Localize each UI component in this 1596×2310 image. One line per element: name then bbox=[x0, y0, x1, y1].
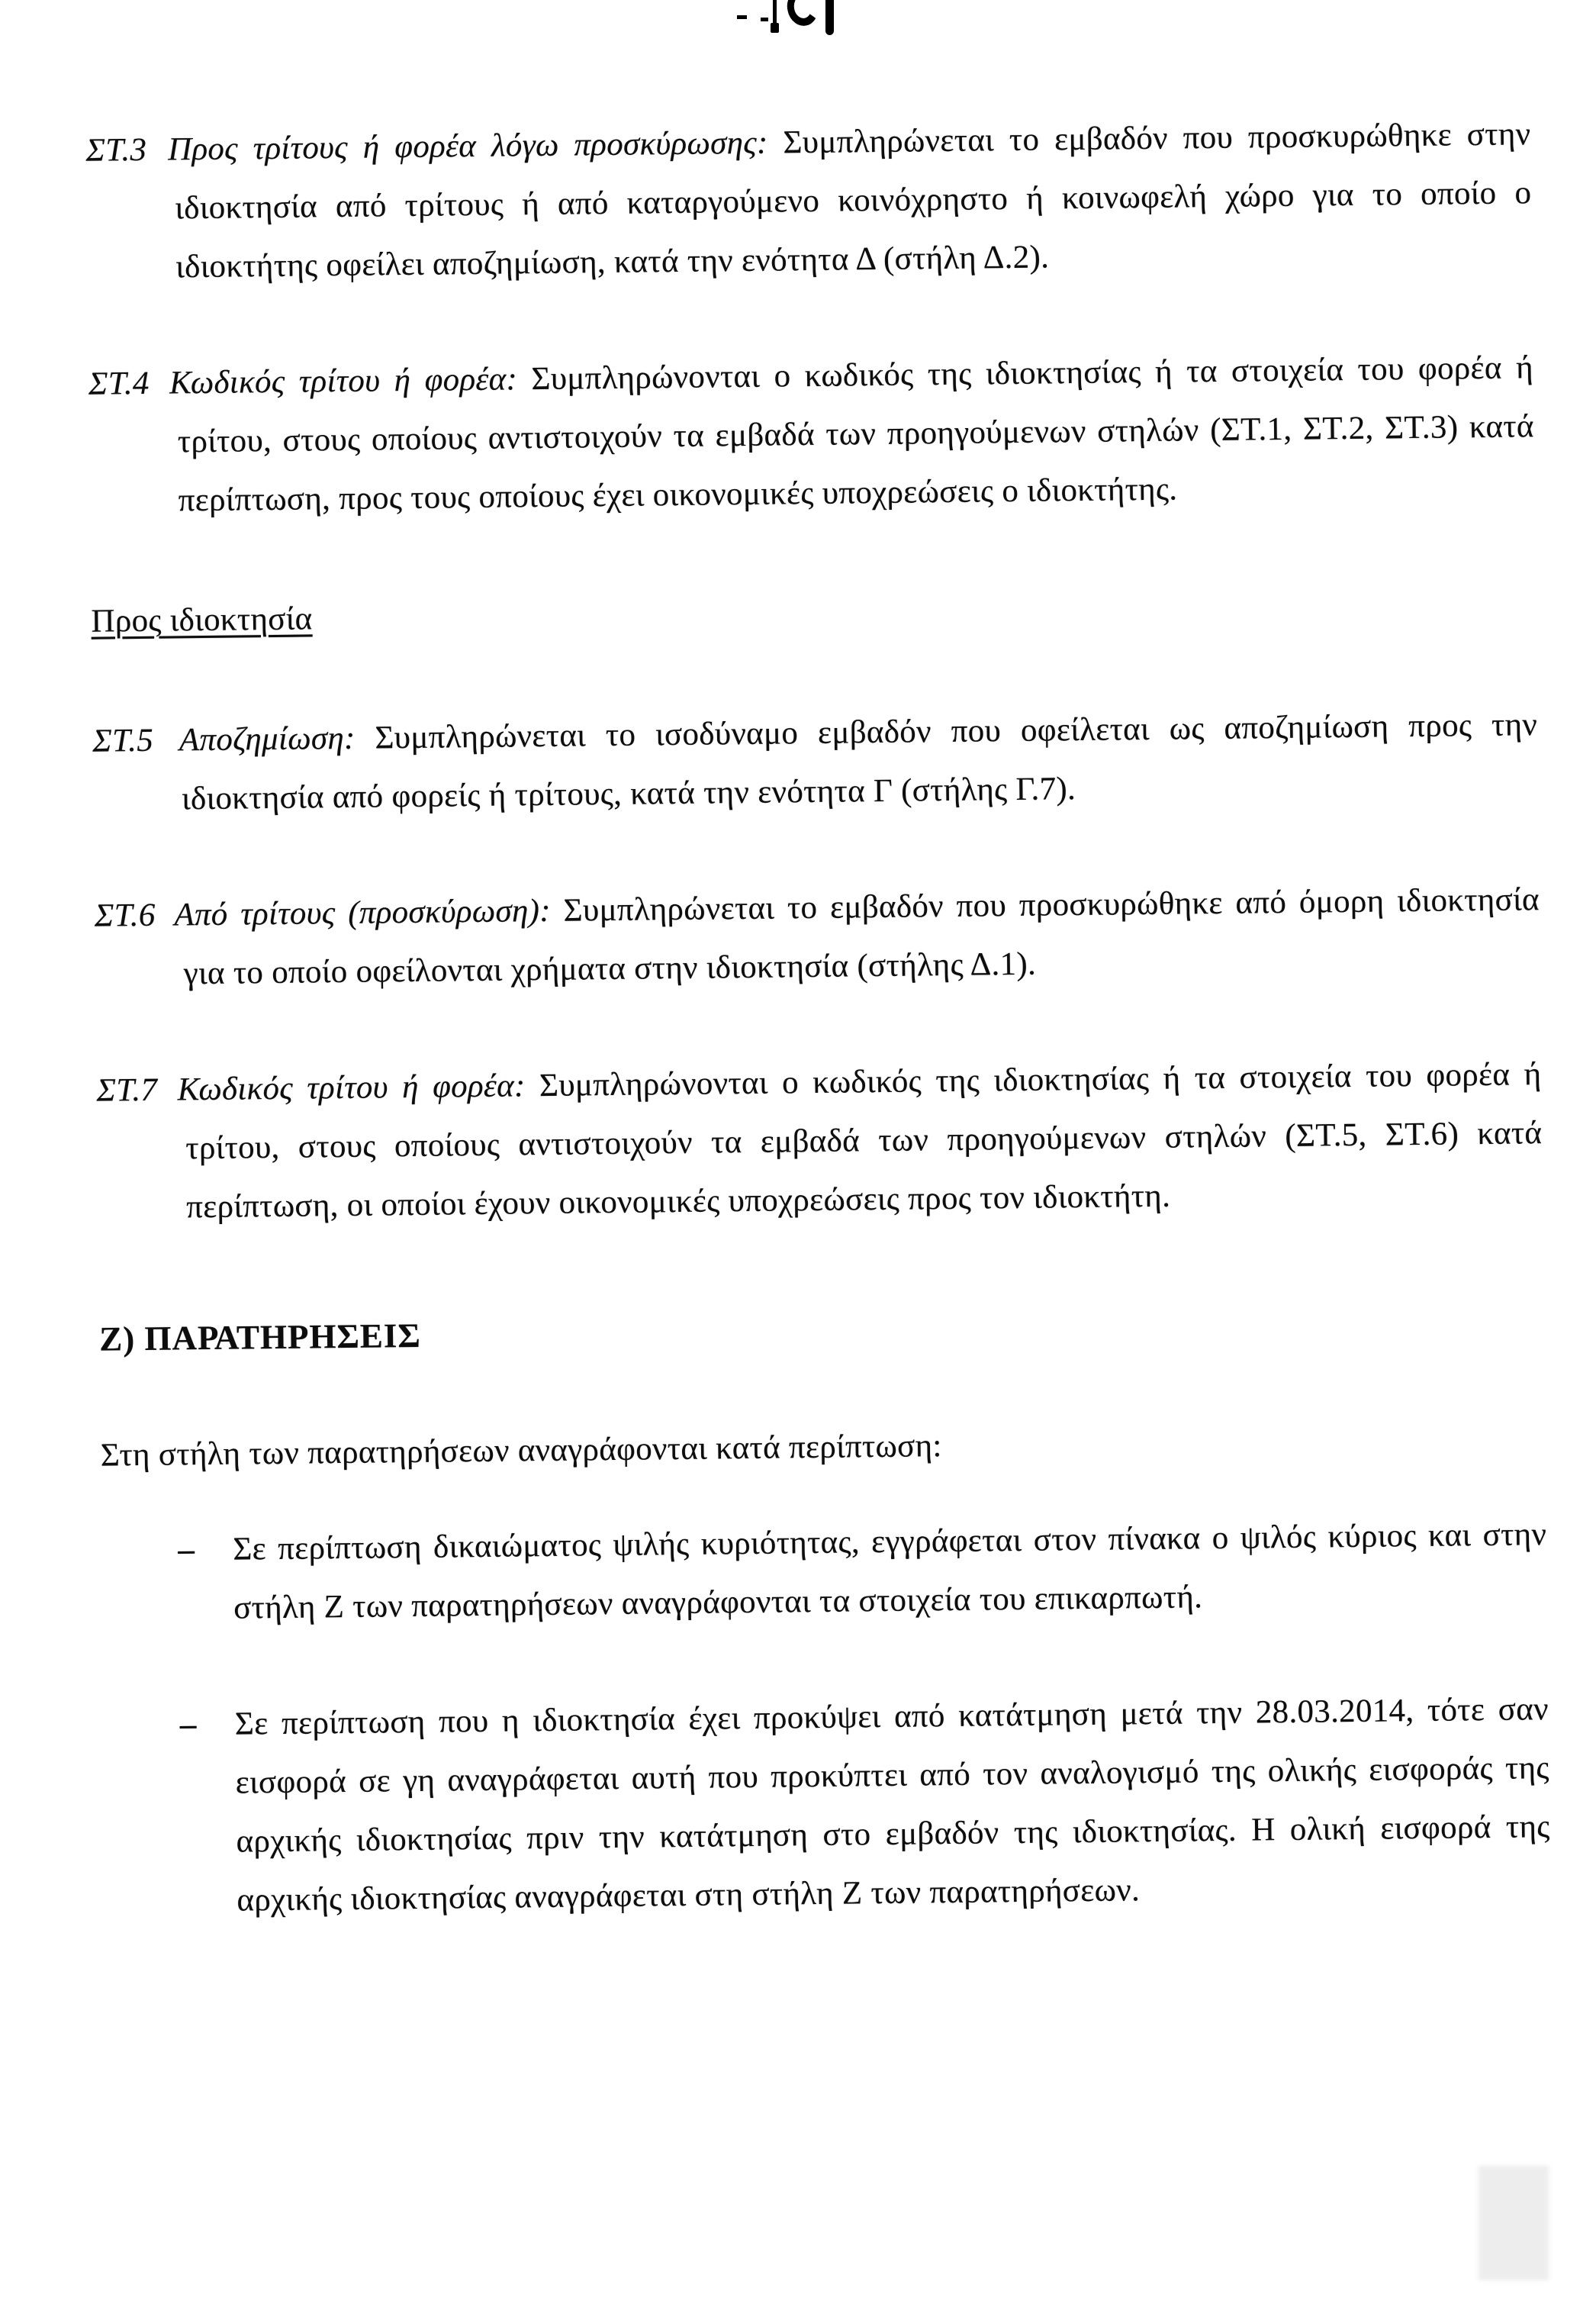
paragraph-z-intro: Στη στήλη των παρατηρήσεων αναγράφονται κατά περίπτωση: bbox=[100, 1428, 942, 1474]
paragraph-st3 bbox=[85, 105, 1532, 297]
item-term-st6: Από τρίτους (προσκύρωση): bbox=[174, 892, 552, 933]
document-body bbox=[85, 105, 1552, 1988]
scan-artifact-glyph bbox=[825, 0, 834, 35]
item-label-st3: ΣΤ.3 bbox=[85, 131, 147, 169]
paragraph-st7 bbox=[96, 1045, 1543, 1237]
scan-artifact-dash bbox=[761, 18, 768, 21]
list-item-text: Σε περίπτωση δικαιώματος ψιλής κυριότητας, εγγράφεται στον πίνακα ο ψιλός κύριος και στην στήλη Ζ των παρατηρήσεων αναγράφονται τα στοιχεία του επικαρπωτή. bbox=[233, 1516, 1547, 1626]
item-term-st5: Αποζημίωση: bbox=[179, 720, 356, 759]
scan-artifact-glyph bbox=[784, 0, 821, 29]
subsection-heading-pros-idioktisia bbox=[91, 575, 1536, 650]
item-body-st6: Συμπληρώνεται το εμβαδόν που προσκυρώθηκε από όμορη ιδιοκτησία για το οποίο οφείλονται χρήματα στην ιδιοκτησία (στήλης Δ.1). bbox=[183, 881, 1540, 992]
paragraph-st4 bbox=[88, 338, 1535, 530]
scan-artifact-glyph bbox=[771, 23, 779, 33]
dash-bullet-icon: – bbox=[178, 1532, 195, 1568]
item-body-st5: Συμπληρώνεται το ισοδύναμο εμβαδόν που οφείλεται ως αποζημίωση προς την ιδιοκτησία από φορείς ή τρίτους, κατά την ενότητα Γ (στήλης Γ.7). bbox=[181, 707, 1538, 817]
item-term-st4: Κωδικός τρίτου ή φορέα: bbox=[169, 361, 518, 401]
item-body-st7: Συμπληρώνονται ο κωδικός της ιδιοκτησίας ή τα στοιχεία του φορέα ή τρίτου, στους οποίους αντιστοιχούν τα εμβαδά των προηγούμενων στηλών (ΣΤ.5, ΣΤ.6) κατά περίπτωση, οι οποίοι έχουν οικονομικές υποχρεώσεις προς τον ιδιοκτήτη. bbox=[185, 1056, 1543, 1226]
item-label-st4: ΣΤ.4 bbox=[88, 365, 150, 402]
item-body-st3: Συμπληρώνεται το εμβαδόν που προσκυρώθηκε στην ιδιοκτησία από τρίτους ή από καταργούμενο κοινόχρηστο ή κοινωφελή χώρο για το οποίο ο ιδιοκτήτης οφείλει αποζημίωση, κατά την ενότητα Δ (στήλη Δ.2). bbox=[175, 116, 1532, 285]
list-item bbox=[101, 1505, 1548, 1638]
paragraph-st5 bbox=[92, 695, 1539, 829]
scan-artifact-glyph bbox=[773, 0, 777, 23]
dash-bullet-icon: – bbox=[179, 1706, 197, 1743]
list-item bbox=[103, 1680, 1550, 1931]
scan-smudge-artifact bbox=[1479, 2166, 1549, 2280]
item-label-st7: ΣΤ.7 bbox=[96, 1071, 158, 1109]
item-term-st7: Κωδικός τρίτου ή φορέα: bbox=[177, 1068, 526, 1108]
item-body-st4: Συμπληρώνονται ο κωδικός της ιδιοκτησίας ή τα στοιχεία του φορέα ή τρίτου, στους οποίους αντιστοιχούν τα εμβαδά των προηγούμενων στηλών (ΣΤ.1, ΣΤ.2, ΣΤ.3) κατά περίπτωση, προς τους οποίους έχει οικονομικές υποχρεώσεις ο ιδιοκτήτης. bbox=[177, 350, 1534, 519]
item-term-st3: Προς τρίτους ή φορέα λόγω προσκύρωσης: bbox=[167, 124, 768, 168]
item-label-st5: ΣΤ.5 bbox=[92, 722, 154, 759]
subsection-heading-text: Προς ιδιοκτησία bbox=[91, 601, 313, 640]
paragraph-st6 bbox=[94, 870, 1540, 1004]
scan-artifact-dash bbox=[737, 15, 747, 19]
item-label-st6: ΣΤ.6 bbox=[94, 897, 156, 934]
list-item-text: Σε περίπτωση που η ιδιοκτησία έχει προκύψει από κατάτμηση μετά την 28.03.2014, τότε σαν εισφορά σε γη αναγράφεται αυτή που προκύπτει από τον αναλογισμό της ολικής εισφοράς της αρχικής ιδιοκτησίας πριν την κατάτμηση στο εμβαδόν της ιδιοκτησίας. Η ολική εισφορά της αρχικής ιδιοκτησίας αναγράφεται στη στήλη Ζ των παρατηρήσεων. bbox=[234, 1691, 1550, 1919]
section-heading-z-paratiriseis: Ζ) ΠΑΡΑΤΗΡΗΣΕΙΣ bbox=[98, 1316, 422, 1358]
